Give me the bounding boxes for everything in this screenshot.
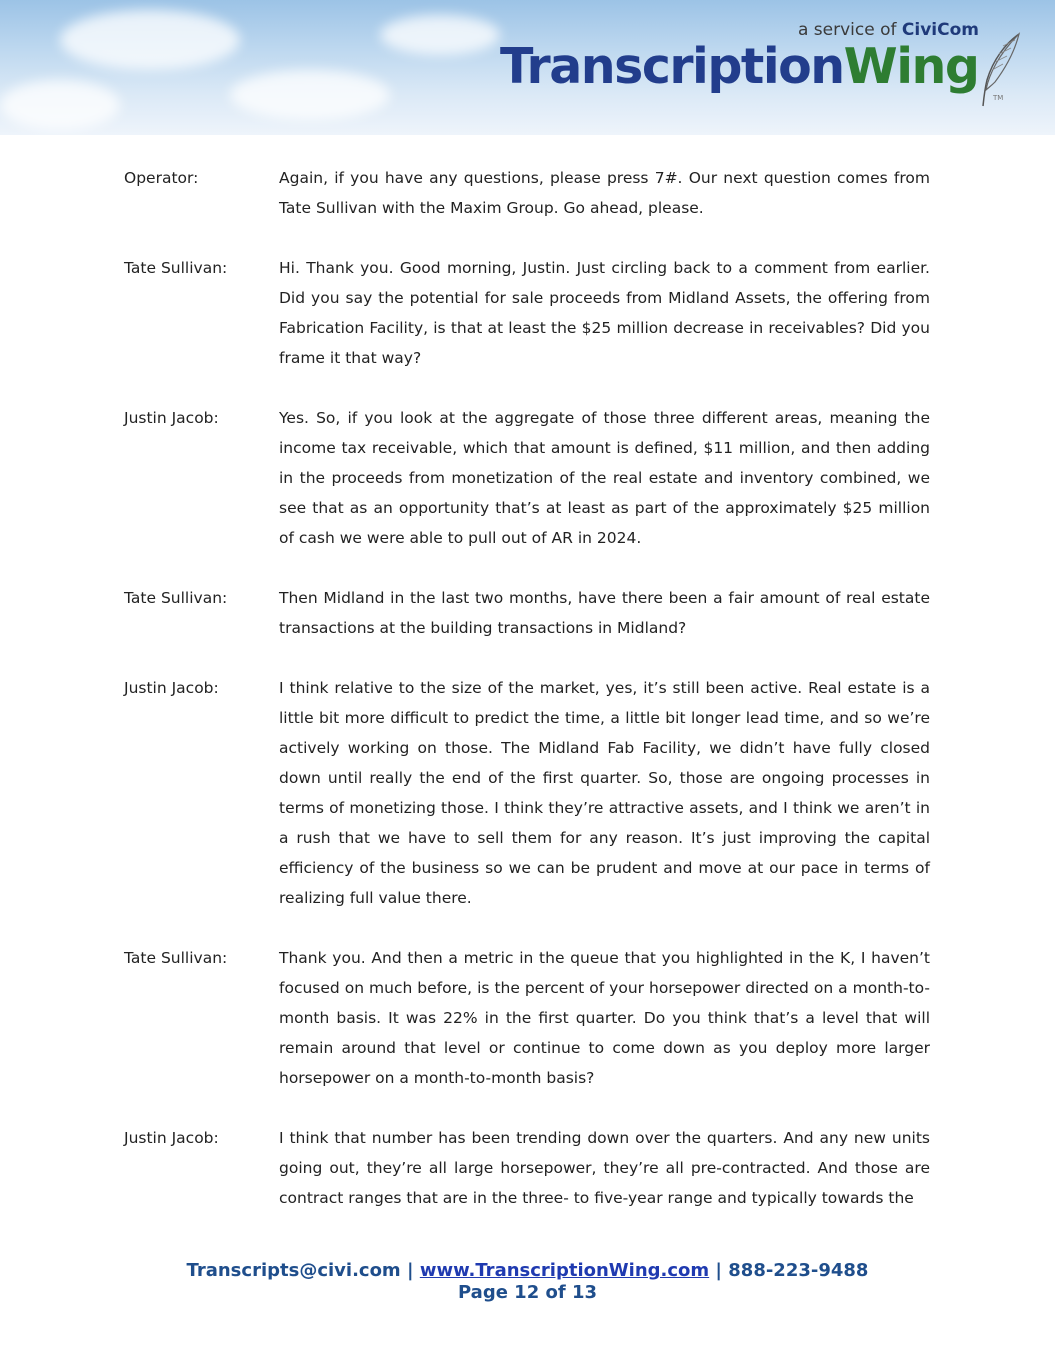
speaker-name: Justin Jacob: <box>124 409 219 427</box>
cloud-decoration <box>380 15 500 55</box>
footer-website-link[interactable]: www.TranscriptionWing.com <box>419 1260 710 1281</box>
transcript-turn <box>124 673 930 913</box>
transcript-body <box>124 163 930 1243</box>
footer-separator: | <box>400 1260 420 1281</box>
transcript-turn <box>124 943 930 1093</box>
speaker-name: Justin Jacob: <box>124 1129 219 1147</box>
transcript-turn <box>124 1123 930 1213</box>
cloud-decoration <box>60 10 240 70</box>
speaker-text: Then Midland in the last two months, have there been a fair amount of real estate transactions at the building transactions in Midland? <box>279 589 930 637</box>
speaker-text: I think relative to the size of the market, yes, it’s still been active. Real estate is a little bit more difficult to predict the time, a little bit longer lead time, and so we’re actively working on those. The Midland Fab Facility, we didn’t have fully closed down until really the end of the first quarter. So, those are ongoing processes in terms of monetizing those. I think they’re attractive assets, and I think we aren’t in a rush that we have to sell them for any reason. It’s just improving the capital efficiency of the business so we can be prudent and move at our pace in terms of realizing full value there. <box>279 679 930 907</box>
footer-separator: | <box>709 1260 729 1281</box>
civicom-brand: CiviCom <box>901 20 979 40</box>
service-tagline <box>798 20 979 40</box>
page-footer <box>0 1260 1055 1304</box>
trademark-symbol: TM <box>993 94 1004 102</box>
speaker-text: Again, if you have any questions, please press 7#. Our next question comes from Tate Sullivan with the Maxim Group. Go ahead, please. <box>279 169 930 217</box>
page-header <box>0 0 1055 135</box>
speaker-text: Yes. So, if you look at the aggregate of those three different areas, meaning the income tax receivable, which that amount is defined, $11 million, and then adding in the proceeds from monetization of the real estate and inventory combined, we see that as an opportunity that’s at least as part of the approximately $25 million of cash we were able to pull out of AR in 2024. <box>279 409 930 547</box>
logo-part-transcription: Transcription <box>500 38 844 95</box>
speaker-text: Hi. Thank you. Good morning, Justin. Just circling back to a comment from earlier. Did you say the potential for sale proceeds from Midland Assets, the offering from Fabrication Facility, is that at least the $25 million decrease in receivables? Did you frame it that way? <box>279 259 930 367</box>
transcript-turn <box>124 403 930 553</box>
transcript-turn <box>124 163 930 223</box>
speaker-text: Thank you. And then a metric in the queue that you highlighted in the K, I haven’t focused on much before, is the percent of your horsepower directed on a month-to-month basis. It was 22% in the first quarter. Do you think that’s a level that will remain around that level or continue to come down as you deploy more larger horsepower on a month-to-month basis? <box>279 949 930 1087</box>
cloud-decoration <box>0 80 120 130</box>
speaker-name: Tate Sullivan: <box>124 259 228 277</box>
service-prefix: a service of <box>797 20 897 40</box>
speaker-name: Justin Jacob: <box>124 679 219 697</box>
logo-part-wing: Wing <box>843 38 979 95</box>
page-number: Page 12 of 13 <box>457 1282 598 1303</box>
speaker-name: Operator: <box>124 169 199 187</box>
footer-phone: 888-223-9488 <box>728 1260 869 1281</box>
footer-email[interactable]: Transcripts@civi.com <box>186 1260 401 1281</box>
transcript-turn <box>124 253 930 373</box>
speaker-text: I think that number has been trending down over the quarters. And any new units going out, they’re all large horsepower, they’re all pre-contracted. And those are contract ranges that are in the three- to five-year range and typically towards the <box>279 1129 930 1207</box>
transcriptionwing-logo <box>500 38 979 95</box>
speaker-name: Tate Sullivan: <box>124 589 228 607</box>
cloud-decoration <box>230 70 390 120</box>
transcript-turn <box>124 583 930 643</box>
footer-contact-line <box>0 1260 1055 1282</box>
speaker-name: Tate Sullivan: <box>124 949 228 967</box>
